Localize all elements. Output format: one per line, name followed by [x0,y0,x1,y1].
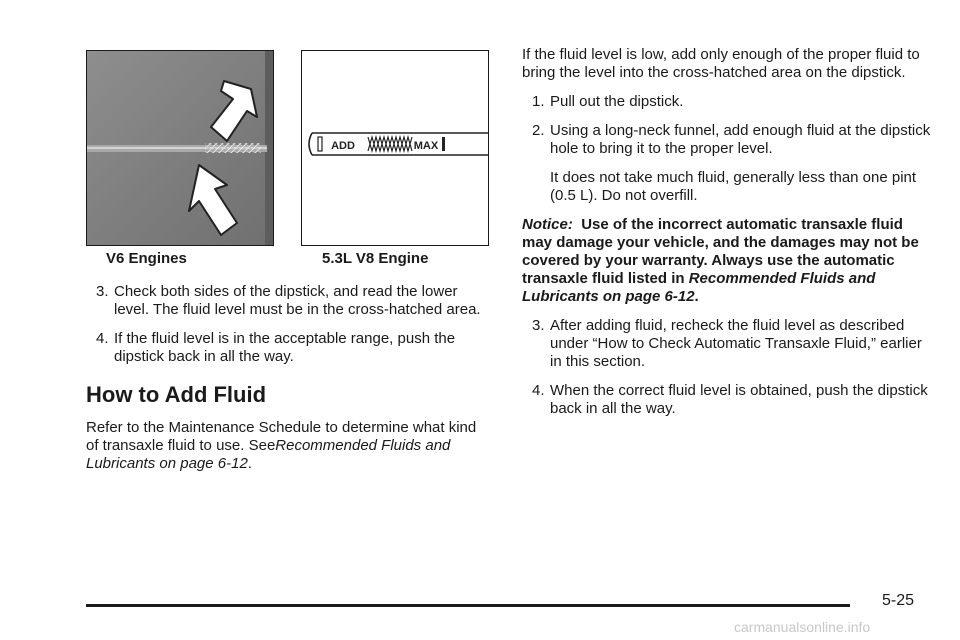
section-heading: How to Add Fluid [86,382,267,407]
step-text: If the fluid level is in the acceptable range, push the dipstick back in all the way. [114,330,456,365]
v6-dipstick-illustration [87,51,274,246]
step-4-push-back [522,382,932,418]
notice-text: Use of the incorrect automatic transaxle fluid may damage your vehicle, and the damages may not be covered by your warranty. Always use the automatic transaxle fluid listed in [522,216,919,287]
step-number: 3. [96,283,109,300]
dipstick-max-label: MAX [413,140,439,152]
step-text: Using a long-neck funnel, add enough fluid at the dipstick hole to bring it to the proper level. [550,122,931,157]
step-text: When the correct fluid level is obtained, push the dipstick back in all the way. [550,382,928,417]
notice-end: . [694,288,699,305]
page-number: 5-25 [882,592,915,609]
right-column [522,46,932,429]
left-column [86,283,490,484]
step-number: 1. [532,93,545,110]
watermark: carmanualsonline.info [734,619,871,635]
step-number: 4. [532,382,545,399]
step-number: 2. [532,122,545,139]
step-3-check [86,283,490,319]
intro-paragraph: If the fluid level is low, add only enough of the proper fluid to bring the level into the cross-hatched area on the dipstick. [522,46,920,81]
dipstick-add-label: ADD [331,140,355,152]
add-fluid-paragraph [86,419,490,473]
step-number: 3. [532,317,545,334]
notice-paragraph [522,216,932,306]
caption-v8: 5.3L V8 Engine [322,250,429,267]
step-2-note: It does not take much fluid, generally less than one pint (0.5 L). Do not overfill. [550,169,917,204]
notice-reference-link[interactable]: Recommended Fluids and Lubricants on page 6-12 [522,270,876,305]
footer-rule [86,604,850,607]
caption-v6: V6 Engines [106,250,187,267]
notice-label: Notice: [522,216,573,233]
step-text: Check both sides of the dipstick, and read the lower level. The fluid level must be in the cross-hatched area. [114,283,481,318]
para-text: Refer to the Maintenance Schedule to determine what kind of transaxle fluid to use. See [86,419,477,454]
step-number: 4. [96,330,109,347]
v8-dipstick-drawing [301,50,489,246]
para-end: . [247,455,252,472]
v8-dipstick-illustration [302,51,489,246]
step-text: After adding fluid, recheck the fluid level as described under “How to Check Automatic Transaxle Fluid,” earlier in this section. [550,317,922,370]
reference-link[interactable]: Recommended Fluids and Lubricants on page 6-12 [86,437,451,472]
step-4-check [86,330,490,366]
step-text: Pull out the dipstick. [550,93,684,110]
step-3-recheck [522,317,932,371]
step-2-add [522,122,932,158]
v6-dipstick-photo [86,50,274,246]
step-1-add [522,93,932,111]
